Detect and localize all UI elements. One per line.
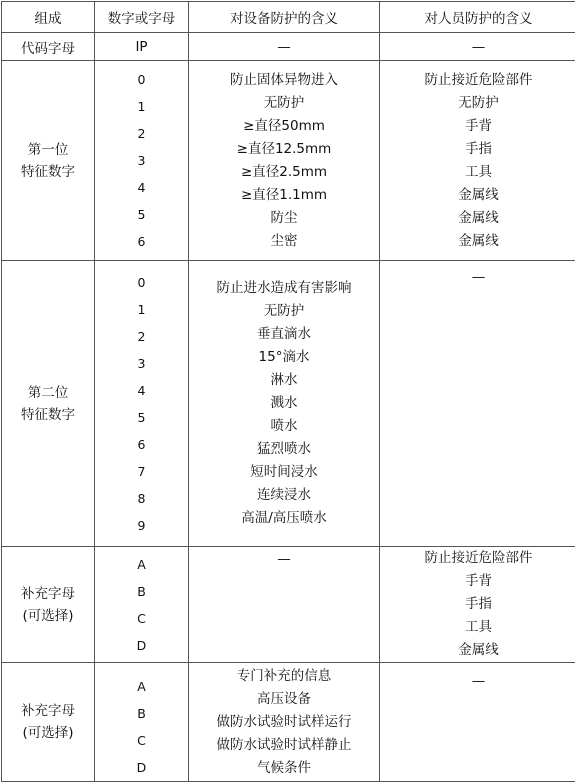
device-meaning: 无防护 xyxy=(264,300,305,323)
person-meaning: 无防护 xyxy=(458,92,499,115)
device-meaning: 高温/高压喷水 xyxy=(241,507,327,530)
header-person-protection: 对人员防护的含义 xyxy=(380,2,575,33)
supplementary-letter-group xyxy=(2,663,95,782)
device-meaning: ≥直径12.5mm xyxy=(237,138,332,161)
digit-value: 7 xyxy=(138,458,146,485)
digit-value: 5 xyxy=(138,404,146,431)
digit-value: 5 xyxy=(138,201,146,228)
supplementary-letter-device-meanings xyxy=(189,663,380,782)
code-letter-device: — xyxy=(189,33,380,61)
device-meaning: ≥直径1.1mm xyxy=(241,184,327,207)
device-meaning: 尘密 xyxy=(271,230,298,253)
device-meaning: 猛烈喷水 xyxy=(257,438,311,461)
letter-value: C xyxy=(137,727,146,754)
device-meaning: 气候条件 xyxy=(257,757,311,780)
group-label-line1: 补充字母 xyxy=(2,583,94,605)
digit-value: 3 xyxy=(138,350,146,377)
first-digit-device-meanings xyxy=(189,61,380,261)
person-meaning: 工具 xyxy=(465,161,492,184)
group-label-line2: (可选择) xyxy=(2,722,94,744)
letter-value: D xyxy=(137,754,147,781)
digit-value: 8 xyxy=(138,485,146,512)
person-meaning: 工具 xyxy=(465,616,492,639)
device-meaning: 喷水 xyxy=(271,415,298,438)
person-meaning: 防止接近危险部件 xyxy=(425,69,533,92)
digit-value: 3 xyxy=(138,147,146,174)
additional-letter-device-meaning: — xyxy=(189,547,380,663)
code-letter-label: 代码字母 xyxy=(2,33,95,61)
header-row xyxy=(2,2,575,33)
first-digit-row xyxy=(2,61,575,261)
device-meaning: 连续浸水 xyxy=(257,484,311,507)
letter-value: B xyxy=(137,578,146,605)
device-meaning: 溅水 xyxy=(271,392,298,415)
additional-letter-values xyxy=(95,547,189,663)
digit-value: 2 xyxy=(138,323,146,350)
letter-value: C xyxy=(137,605,146,632)
device-meaning: 淋水 xyxy=(271,369,298,392)
digit-value: 0 xyxy=(138,269,146,296)
group-label-line2: 特征数字 xyxy=(2,404,94,426)
second-digit-person-meaning: — xyxy=(380,261,575,547)
digit-value: 1 xyxy=(138,93,146,120)
second-digit-values xyxy=(95,261,189,547)
header-composition: 组成 xyxy=(2,2,95,33)
second-digit-row xyxy=(2,261,575,547)
person-meaning: 金属线 xyxy=(458,207,499,230)
group-label-line1: 第一位 xyxy=(2,139,94,161)
first-digit-values xyxy=(95,61,189,261)
digit-value: 4 xyxy=(138,377,146,404)
second-digit-group xyxy=(2,261,95,547)
supplementary-letter-row xyxy=(2,663,575,782)
supplementary-letter-values xyxy=(95,663,189,782)
person-meaning: 金属线 xyxy=(458,639,499,662)
device-meaning: ≥直径50mm xyxy=(243,115,325,138)
person-meaning: 手背 xyxy=(465,570,492,593)
group-label-line1: 补充字母 xyxy=(2,700,94,722)
person-meaning: 金属线 xyxy=(458,230,499,253)
person-meaning: 手指 xyxy=(465,593,492,616)
device-meaning: 防止固体异物进入 xyxy=(230,69,338,92)
person-meaning: 金属线 xyxy=(458,184,499,207)
additional-letter-group xyxy=(2,547,95,663)
person-meaning: 防止接近危险部件 xyxy=(425,547,533,570)
digit-value: 6 xyxy=(138,431,146,458)
supplementary-letter-person-meaning: — xyxy=(380,663,575,782)
person-meaning: 手指 xyxy=(465,138,492,161)
header-digit-or-letter: 数字或字母 xyxy=(95,2,189,33)
device-meaning: ≥直径2.5mm xyxy=(241,161,327,184)
device-meaning: 防尘 xyxy=(271,207,298,230)
letter-value: A xyxy=(137,673,146,700)
group-label-line2: (可选择) xyxy=(2,605,94,627)
device-meaning: 防止进水造成有害影响 xyxy=(217,277,352,300)
code-letter-person: — xyxy=(380,33,575,61)
code-letter-value: IP xyxy=(95,33,189,61)
digit-value: 4 xyxy=(138,174,146,201)
device-meaning: 做防水试验时试样运行 xyxy=(217,711,352,734)
code-letter-row xyxy=(2,33,575,61)
header-device-protection: 对设备防护的含义 xyxy=(189,2,380,33)
first-digit-group xyxy=(2,61,95,261)
device-meaning: 15°滴水 xyxy=(259,346,310,369)
group-label-line2: 特征数字 xyxy=(2,161,94,183)
digit-value: 0 xyxy=(138,66,146,93)
additional-letter-row xyxy=(2,547,575,663)
device-meaning: 垂直滴水 xyxy=(257,323,311,346)
digit-value: 9 xyxy=(138,512,146,539)
digit-value: 1 xyxy=(138,296,146,323)
additional-letter-person-meanings xyxy=(380,547,575,663)
device-meaning: 短时间浸水 xyxy=(250,461,318,484)
digit-value: 2 xyxy=(138,120,146,147)
person-meaning: 手背 xyxy=(465,115,492,138)
device-meaning: 做防水试验时试样静止 xyxy=(217,734,352,757)
ip-code-table xyxy=(1,1,575,782)
letter-value: A xyxy=(137,551,146,578)
letter-value: D xyxy=(137,632,147,659)
letter-value: B xyxy=(137,700,146,727)
device-meaning: 专门补充的信息 xyxy=(237,665,332,688)
digit-value: 6 xyxy=(138,228,146,255)
device-meaning: 无防护 xyxy=(264,92,305,115)
device-meaning: 高压设备 xyxy=(257,688,311,711)
first-digit-person-meanings xyxy=(380,61,575,261)
second-digit-device-meanings xyxy=(189,261,380,547)
group-label-line1: 第二位 xyxy=(2,382,94,404)
